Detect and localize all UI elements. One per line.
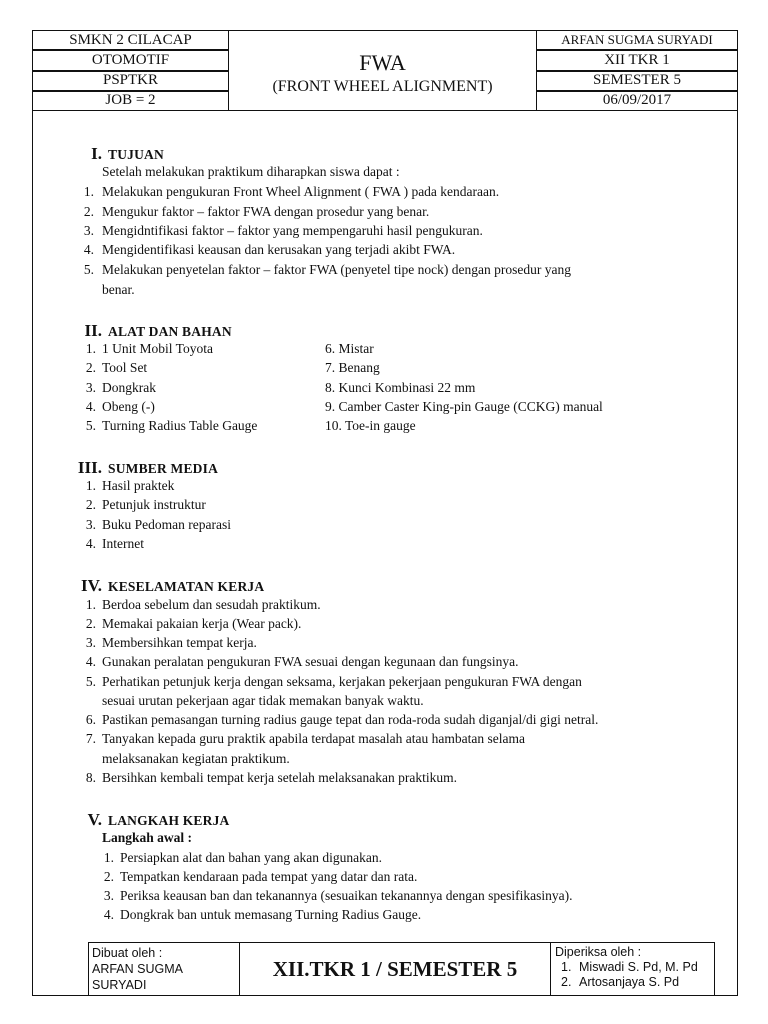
document-subtitle: (FRONT WHEEL ALIGNMENT)	[272, 77, 493, 95]
list-item: Tanyakan kepada guru praktik apabila terdapat masalah atau hambatan selama	[102, 731, 525, 746]
section-title: LANGKAH KERJA	[108, 813, 230, 828]
list-item-continuation: melaksanakan kegiatan praktikum.	[102, 751, 290, 766]
tool-item: Obeng (-)	[102, 399, 155, 414]
list-number: 1.	[83, 184, 94, 199]
section-keselamatan-kerja	[76, 576, 264, 596]
list-number: 2.	[85, 360, 96, 375]
section-tujuan	[76, 144, 164, 164]
list-number: 5.	[85, 418, 96, 433]
tool-item: Dongkrak	[102, 380, 156, 395]
section-title: KESELAMATAN KERJA	[108, 579, 265, 594]
section-number: I.	[91, 144, 102, 163]
list-item: Mengidntifikasi faktor – faktor yang mempengaruhi hasil pengukuran.	[102, 223, 483, 238]
section-sumber-media	[76, 458, 218, 478]
footer-class-semester: XII.TKR 1 / SEMESTER 5	[239, 942, 551, 996]
footer-table	[88, 942, 715, 996]
list-number: 2.	[85, 616, 96, 631]
section-title: TUJUAN	[108, 147, 164, 162]
tool-item: 1 Unit Mobil Toyota	[102, 341, 213, 356]
header-class: XII TKR 1	[536, 50, 738, 70]
tool-item: Turning Radius Table Gauge	[102, 418, 258, 433]
section-number: III.	[77, 458, 102, 477]
list-number: 5.	[83, 262, 94, 277]
list-item: Memakai pakaian kerja (Wear pack).	[102, 616, 302, 631]
checker-name: Miswadi S. Pd, M. Pd	[579, 960, 698, 974]
section-title: SUMBER MEDIA	[108, 461, 219, 476]
section-langkah-kerja	[76, 810, 229, 830]
list-number: 6.	[85, 712, 96, 727]
header-date: 06/09/2017	[536, 91, 738, 111]
list-item: Mengukur faktor – faktor FWA dengan prosedur yang benar.	[102, 204, 430, 219]
list-number: 1.	[85, 597, 96, 612]
list-item: Melakukan penyetelan faktor – faktor FWA (penyetel tipe nock) dengan prosedur yang	[102, 262, 571, 277]
header-program: PSPTKR	[32, 71, 229, 91]
list-number: 4.	[83, 242, 94, 257]
list-number: 4.	[85, 654, 96, 669]
list-number: 2.	[85, 497, 96, 512]
list-number: 1.	[561, 960, 572, 974]
list-number: 2.	[103, 869, 114, 884]
list-item: Buku Pedoman reparasi	[102, 517, 231, 532]
list-number: 5.	[85, 674, 96, 689]
list-item: Internet	[102, 536, 144, 551]
header-school: SMKN 2 CILACAP	[32, 30, 229, 50]
list-item-continuation: benar.	[102, 282, 135, 297]
list-item: Membersihkan tempat kerja.	[102, 635, 257, 650]
made-by-name-line1: ARFAN SUGMA	[92, 962, 183, 976]
list-number: 3.	[83, 223, 94, 238]
list-item-continuation: sesuai urutan pekerjaan agar tidak memakan banyak waktu.	[102, 693, 424, 708]
list-item: Melakukan pengukuran Front Wheel Alignment ( FWA ) pada kendaraan.	[102, 184, 500, 199]
header-job: JOB = 2	[32, 91, 229, 111]
list-number: 2.	[561, 975, 572, 989]
made-by-label: Dibuat oleh :	[92, 946, 163, 960]
section-title: ALAT DAN BAHAN	[108, 324, 232, 339]
list-item: Perhatikan petunjuk kerja dengan seksama, kerjakan pekerjaan pengukuran FWA dengan	[102, 674, 582, 689]
list-item: Periksa keausan ban dan tekanannya (sesuaikan tekanannya dengan spesifikasinya).	[120, 888, 573, 903]
list-number: 8.	[85, 770, 96, 785]
tool-item: 9. Camber Caster King-pin Gauge (CCKG) manual	[325, 399, 603, 414]
list-item: Pastikan pemasangan turning radius gauge tepat dan roda-roda sudah diganjal/di gigi netral.	[102, 712, 599, 727]
header-department: OTOMOTIF	[32, 50, 229, 70]
list-number: 1.	[85, 341, 96, 356]
list-item: Persiapkan alat dan bahan yang akan digunakan.	[120, 850, 383, 865]
list-item: Berdoa sebelum dan sesudah praktikum.	[102, 597, 321, 612]
tool-item: Tool Set	[102, 360, 148, 375]
made-by-name-line2: SURYADI	[92, 978, 147, 992]
subsection-title: Langkah awal :	[102, 830, 193, 845]
list-number: 1.	[85, 478, 96, 493]
tujuan-intro: Setelah melakukan praktikum diharapkan siswa dapat :	[102, 164, 400, 179]
list-item: Mengidentifikasi keausan dan kerusakan yang terjadi akibt FWA.	[102, 242, 456, 257]
list-item: Bersihkan kembali tempat kerja setelah melaksanakan praktikum.	[102, 770, 458, 785]
checker-name: Artosanjaya S. Pd	[579, 975, 680, 989]
section-number: V.	[87, 810, 102, 829]
list-number: 3.	[85, 380, 96, 395]
tool-item: 8. Kunci Kombinasi 22 mm	[325, 380, 476, 395]
footer-made-by	[88, 942, 240, 996]
list-number: 3.	[85, 635, 96, 650]
list-number: 2.	[83, 204, 94, 219]
document-title: FWA	[359, 49, 406, 75]
tool-item: 7. Benang	[325, 360, 380, 375]
list-item: Dongkrak ban untuk memasang Turning Radius Gauge.	[120, 907, 422, 922]
header-semester: SEMESTER 5	[536, 71, 738, 91]
list-number: 4.	[103, 907, 114, 922]
header-title-cell	[228, 30, 537, 111]
list-number: 1.	[103, 850, 114, 865]
footer-checked-by	[550, 942, 715, 996]
tool-item: 6. Mistar	[325, 341, 374, 356]
tool-item: 10. Toe-in gauge	[325, 418, 416, 433]
section-alat-bahan	[76, 321, 232, 341]
list-number: 4.	[85, 399, 96, 414]
list-item: Petunjuk instruktur	[102, 497, 206, 512]
header-student-name: ARFAN SUGMA SURYADI	[536, 30, 738, 50]
section-number: IV.	[81, 576, 102, 595]
list-number: 7.	[85, 731, 96, 746]
header-table	[32, 30, 738, 111]
list-number: 3.	[103, 888, 114, 903]
section-number: II.	[84, 321, 102, 340]
checked-by-label: Diperiksa oleh :	[555, 945, 642, 959]
list-item: Hasil praktek	[102, 478, 175, 493]
list-item: Tempatkan kendaraan pada tempat yang datar dan rata.	[120, 869, 418, 884]
list-item: Gunakan peralatan pengukuran FWA sesuai dengan kegunaan dan fungsinya.	[102, 654, 519, 669]
list-number: 3.	[85, 517, 96, 532]
list-number: 4.	[85, 536, 96, 551]
